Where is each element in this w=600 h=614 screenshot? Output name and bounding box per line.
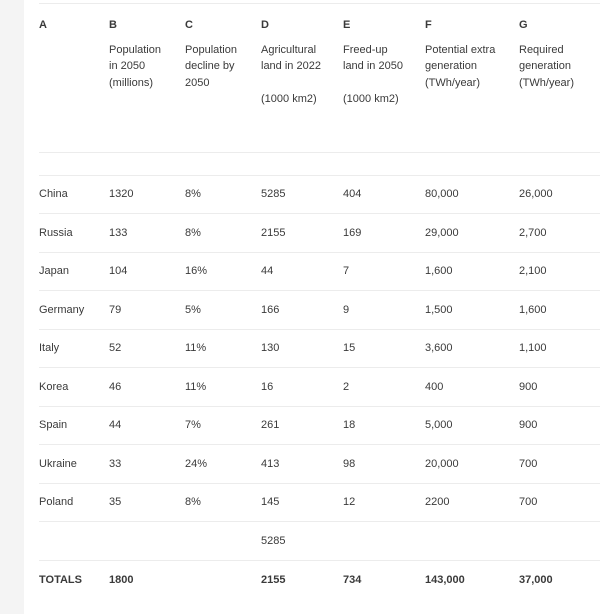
country-cell — [39, 522, 109, 561]
country-cell: Ukraine — [39, 445, 109, 484]
column-header-line: (TWh/year) — [425, 76, 480, 89]
table-cell: 1320 — [109, 175, 185, 214]
column-letter: C — [185, 4, 261, 42]
table-cell: 413 — [261, 445, 343, 484]
table-cell — [519, 522, 600, 561]
country-cell: Spain — [39, 406, 109, 445]
table-cell: 130 — [261, 329, 343, 368]
table-cell: 1,600 — [519, 291, 600, 330]
table-row — [39, 175, 600, 214]
column-letter: F — [425, 4, 519, 42]
column-header-line: Population — [109, 43, 161, 56]
table-cell: 400 — [425, 368, 519, 407]
table-cell: 5285 — [261, 522, 343, 561]
column-unit-note: (1000 km2) — [261, 92, 317, 105]
totals-cell: 2155 — [261, 560, 343, 599]
table-row — [39, 406, 600, 445]
column-letter-row — [39, 4, 600, 42]
table-cell — [343, 522, 425, 561]
country-cell: Korea — [39, 368, 109, 407]
document-page — [24, 0, 600, 614]
table-cell: 46 — [109, 368, 185, 407]
table-row — [39, 445, 600, 484]
column-header-line: land in 2050 — [343, 60, 403, 72]
table-cell: 11% — [185, 329, 261, 368]
country-cell: China — [39, 175, 109, 214]
column-header — [185, 42, 261, 153]
table-cell: 35 — [109, 483, 185, 522]
totals-cell: 734 — [343, 560, 425, 599]
country-cell: Poland — [39, 483, 109, 522]
column-header — [109, 42, 185, 153]
column-letter: A — [39, 4, 109, 42]
table-cell: 44 — [261, 252, 343, 291]
table-cell: 2200 — [425, 483, 519, 522]
table-cell: 9 — [343, 291, 425, 330]
column-header — [39, 42, 109, 153]
table-cell: 29,000 — [425, 214, 519, 253]
table-cell: 133 — [109, 214, 185, 253]
table-cell: 18 — [343, 406, 425, 445]
column-header-line: Potential extra — [425, 43, 496, 56]
table-cell: 24% — [185, 445, 261, 484]
table-cell — [109, 522, 185, 561]
table-cell: 52 — [109, 329, 185, 368]
column-header-line: generation — [519, 60, 571, 72]
table-row — [39, 483, 600, 522]
table-cell: 700 — [519, 483, 600, 522]
column-letter: G — [519, 4, 600, 42]
column-header-line: (millions) — [109, 76, 153, 89]
table-row — [39, 291, 600, 330]
column-header-line: generation — [425, 60, 477, 72]
country-cell: Japan — [39, 252, 109, 291]
table-cell: 12 — [343, 483, 425, 522]
table-cell: 16% — [185, 252, 261, 291]
totals-cell: 37,000 — [519, 560, 600, 599]
column-unit-note: (1000 km2) — [343, 92, 399, 105]
data-table — [39, 3, 600, 599]
country-cell: Russia — [39, 214, 109, 253]
column-header-row — [39, 42, 600, 153]
country-cell: Italy — [39, 329, 109, 368]
column-letter: B — [109, 4, 185, 42]
column-header-line: (TWh/year) — [519, 76, 574, 89]
table-cell: 16 — [261, 368, 343, 407]
table-cell: 2155 — [261, 214, 343, 253]
table-cell: 5,000 — [425, 406, 519, 445]
table-cell: 26,000 — [519, 175, 600, 214]
table-cell: 1,500 — [425, 291, 519, 330]
table-cell: 404 — [343, 175, 425, 214]
table-cell: 5285 — [261, 175, 343, 214]
table-cell — [185, 522, 261, 561]
table-cell — [425, 522, 519, 561]
totals-cell: 1800 — [109, 560, 185, 599]
totals-label: TOTALS — [39, 560, 109, 599]
column-header-line: in 2050 — [109, 60, 146, 72]
table-cell: 80,000 — [425, 175, 519, 214]
column-header-line: 2050 — [185, 76, 210, 89]
table-row — [39, 329, 600, 368]
table-cell: 98 — [343, 445, 425, 484]
table-cell: 8% — [185, 214, 261, 253]
totals-cell: 143,000 — [425, 560, 519, 599]
table-row — [39, 368, 600, 407]
table-cell: 1,600 — [425, 252, 519, 291]
table-cell: 2,700 — [519, 214, 600, 253]
column-header-line: Freed-up — [343, 43, 388, 56]
table-cell: 900 — [519, 406, 600, 445]
country-cell: Germany — [39, 291, 109, 330]
column-header — [261, 42, 343, 153]
totals-cell — [185, 560, 261, 599]
table-cell: 11% — [185, 368, 261, 407]
column-letter: D — [261, 4, 343, 42]
table-cell: 8% — [185, 483, 261, 522]
column-header-line: Population — [185, 43, 237, 56]
totals-row — [39, 560, 600, 599]
column-header-line: land in 2022 — [261, 60, 321, 72]
table-cell: 7% — [185, 406, 261, 445]
column-header-line: Agricultural — [261, 43, 317, 56]
table-cell: 1,100 — [519, 329, 600, 368]
column-header-line: Required — [519, 43, 564, 56]
column-header — [425, 42, 519, 153]
table-cell: 261 — [261, 406, 343, 445]
table-cell: 33 — [109, 445, 185, 484]
column-letter: E — [343, 4, 425, 42]
table-row — [39, 522, 600, 561]
column-header-line: decline by — [185, 60, 235, 72]
table-cell: 2 — [343, 368, 425, 407]
table-cell: 7 — [343, 252, 425, 291]
table-cell: 169 — [343, 214, 425, 253]
table-cell: 44 — [109, 406, 185, 445]
table-cell: 15 — [343, 329, 425, 368]
table-cell: 8% — [185, 175, 261, 214]
table-cell: 5% — [185, 291, 261, 330]
table-cell: 145 — [261, 483, 343, 522]
spacer-row — [39, 152, 600, 175]
table-row — [39, 252, 600, 291]
table-cell: 2,100 — [519, 252, 600, 291]
table-cell: 20,000 — [425, 445, 519, 484]
table-cell: 79 — [109, 291, 185, 330]
table-cell: 166 — [261, 291, 343, 330]
table-cell: 900 — [519, 368, 600, 407]
table-row — [39, 214, 600, 253]
table-cell: 104 — [109, 252, 185, 291]
table-cell: 3,600 — [425, 329, 519, 368]
column-header — [519, 42, 600, 153]
table-cell: 700 — [519, 445, 600, 484]
column-header — [343, 42, 425, 153]
